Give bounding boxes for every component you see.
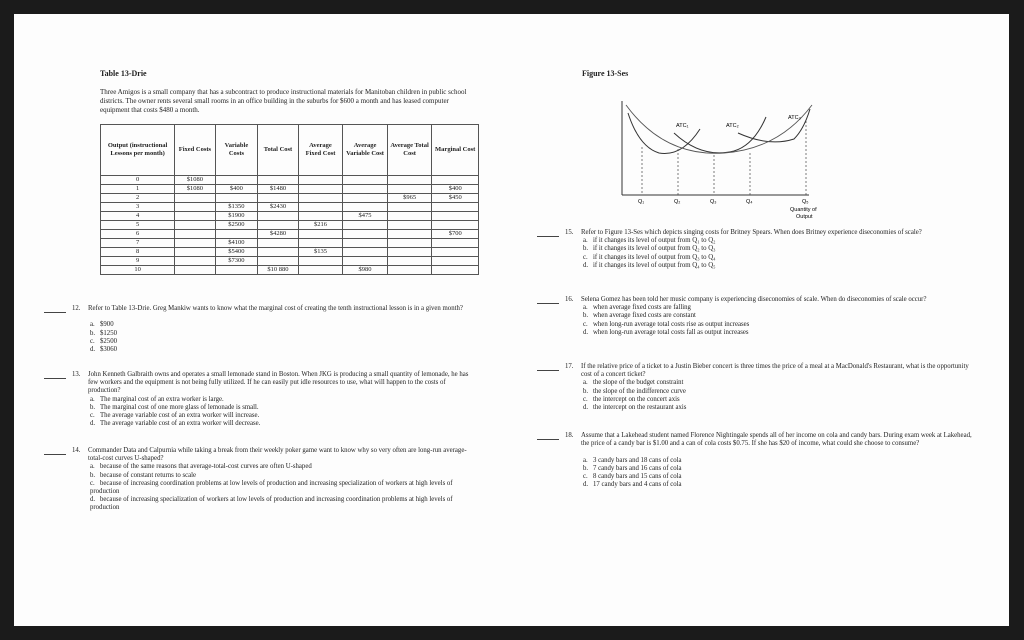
option-letter: a. [583,379,588,387]
option-text: the intercept on the concert axis [593,395,680,403]
option-text: the intercept on the restaurant axis [593,404,687,411]
answer-option [90,396,470,404]
table-title: Table 13-Drie [100,69,147,78]
table-cell: $400 [215,185,258,194]
option-letter: b. [583,387,589,395]
option-text: The average variable cost of an extra worker will increase. [100,412,260,419]
table-cell [432,176,479,185]
x-axis-label: Output [796,214,813,220]
table-header: Average Fixed Cost [298,125,343,176]
table-cell [343,239,388,248]
table-cell [387,230,432,239]
answer-option [90,321,470,329]
table-cell: $1900 [215,212,258,221]
x-tick-label: Q₅ [802,199,809,205]
table-cell [343,221,388,230]
table-cell [175,194,215,203]
table-row [101,212,479,221]
table-cell [298,212,343,221]
question-number: 18. [565,432,574,439]
table-cell: 4 [101,212,175,221]
table-cell: $980 [343,266,388,275]
option-letter: d. [583,261,589,269]
table-header: Variable Costs [215,125,258,176]
atc3-curve [738,109,810,142]
option-letter: a. [583,456,588,464]
table-cell [387,221,432,230]
answer-option [583,254,973,262]
table-cell: $700 [432,230,479,239]
answer-option [583,321,973,329]
table-cell [215,266,258,275]
option-letter: d. [583,328,589,336]
table-header: Fixed Costs [175,125,215,176]
table-cell: 2 [101,194,175,203]
question-stem: If the relative price of a ticket to a Justin Bieber concert is three times the price of a meal at a MacDonald's Restaurant, what is the opportunity cost of a concert ticket? [581,363,969,379]
option-letter: c. [583,395,588,403]
option-letter: a. [90,321,95,329]
option-letter: c. [583,473,588,480]
table-cell [298,257,343,266]
table-cell [298,239,343,248]
table-cell: $10 880 [258,266,298,275]
answer-option [583,457,973,465]
table-cell [387,239,432,248]
option-text: $900 [100,321,114,329]
option-letter: c. [583,253,588,261]
answer-option [583,404,973,412]
option-text: when long-run average total costs fall as output increases [593,328,749,336]
answer-option [90,472,470,480]
option-text: because of increasing specialization of workers at low levels of production and increasing coordination problems at high levels of production [90,496,453,512]
option-letter: a. [583,304,588,312]
option-text: The marginal cost of one more glass of lemonade is small. [100,403,259,411]
question-number: 17. [565,363,574,370]
option-text: because of the same reasons that average-total-cost curves are often U-shaped [100,463,312,471]
cost-table [100,124,479,275]
table-cell [432,221,479,230]
table-cell [258,221,298,230]
table-cell: $1480 [258,185,298,194]
table-cell [175,230,215,239]
option-text: because of increasing coordination problems at low levels of production and increasing specialization of workers at high levels of production [90,479,453,495]
answer-blank[interactable] [44,312,66,313]
table-cell: 0 [101,176,175,185]
table-cell [175,203,215,212]
option-text: 7 candy bars and 16 cans of cola [593,464,682,472]
table-cell [298,266,343,275]
option-text: when average fixed costs are constant [593,312,696,320]
option-letter: d. [90,496,96,504]
question-stem: Selena Gomez has been told her music company is experiencing diseconomies of scale. When do diseconomies of scale occur? [581,296,927,303]
option-text: if it changes its level of output from Q₄ to Q₅ [593,261,716,269]
table-cell: $2500 [215,221,258,230]
table-header-row [101,125,479,176]
option-text: 3 candy bars and 18 cans of cola [593,456,682,464]
table-cell: 3 [101,203,175,212]
answer-option [583,262,973,270]
table-cell [387,266,432,275]
table-cell [343,257,388,266]
table-cell [432,203,479,212]
table-header: Average Variable Cost [343,125,388,176]
document-page [14,14,1009,626]
table-cell: $1350 [215,203,258,212]
table-cell: 5 [101,221,175,230]
table-cell [298,185,343,194]
table-cell [175,239,215,248]
answer-option [583,388,973,396]
table-cell [258,194,298,203]
table-row [101,266,479,275]
table-cell [258,212,298,221]
table-cell [258,239,298,248]
answer-option [90,330,470,338]
table-cell: $450 [432,194,479,203]
option-letter: d. [583,481,589,489]
table-cell [343,194,388,203]
answer-option [90,346,470,354]
option-letter: c. [583,320,588,328]
table-cell: $2430 [258,203,298,212]
x-axis-label: Quantity of [790,207,817,213]
atc-chart [604,99,844,224]
answer-blank[interactable] [44,378,66,379]
question-stem: Assume that a Lakehead student named Florence Nightingale spends all of her income on cola and candy bars. During exam week at Lakehead, the price of a candy bar is $1.00 and a can of cola costs $0.75. If she has $20 of income, what could she choose to consume? [581,432,972,448]
option-text: if it changes its level of output from Q₃ to Q₄ [593,253,716,261]
table-header: Average Total Cost [387,125,432,176]
answer-option [583,473,973,481]
answer-option [583,312,973,320]
option-text: The average variable cost of an extra worker will decrease. [100,420,261,428]
answer-blank[interactable] [537,370,559,371]
option-letter: a. [90,463,95,471]
table-cell [387,257,432,266]
table-cell [175,257,215,266]
table-cell [215,230,258,239]
table-cell [258,248,298,257]
answer-option [90,412,470,420]
option-letter: a. [90,395,95,403]
option-text: The marginal cost of an extra worker is large. [100,395,224,403]
table-cell: 7 [101,239,175,248]
table-row [101,239,479,248]
question-stem: John Kenneth Galbraith owns and operates a small lemonade stand in Boston. When JKG is producing a small quantity of lemonade, he has few workers and the equipment is not being fully utilized. If he can easily put idle resources to use, what will happen to the costs of production? [88,371,469,395]
table-cell: 1 [101,185,175,194]
table-header: Output (instructional Lessons per month) [101,125,175,176]
option-letter: c. [90,412,95,419]
table-row [101,185,479,194]
table-cell: $135 [298,248,343,257]
answer-option [583,245,973,253]
question-number: 16. [565,296,574,303]
table-header: Marginal Cost [432,125,479,176]
answer-option [583,329,973,337]
option-text: when average fixed costs are falling [593,304,691,312]
table-cell [175,248,215,257]
table-cell [298,176,343,185]
table-cell: $1080 [175,176,215,185]
answer-option [583,396,973,404]
x-tick-label: Q₁ [638,199,645,205]
table-row [101,203,479,212]
answer-option [583,465,973,473]
table-row [101,230,479,239]
table-cell [432,239,479,248]
table-cell: 8 [101,248,175,257]
atc2-label: ATC₂ [726,123,739,129]
table-cell [215,194,258,203]
answer-blank[interactable] [537,236,559,237]
option-letter: c. [90,337,95,345]
table-cell [298,203,343,212]
question-stem: Refer to Figure 13-Ses which depicts singing costs for Britney Spears. When does Britney experience diseconomies of scale? [581,229,922,236]
x-tick-label: Q₄ [746,199,753,205]
table-cell: $965 [387,194,432,203]
option-letter: b. [90,329,96,337]
table-cell [387,185,432,194]
option-text: $3060 [100,346,117,353]
option-text: when long-run average total costs rise as output increases [593,320,750,328]
table-header: Total Cost [258,125,298,176]
table-cell [432,248,479,257]
table-cell [387,248,432,257]
option-letter: a. [583,237,588,245]
table-cell [258,176,298,185]
table-cell [298,194,343,203]
table-cell: 10 [101,266,175,275]
option-text: because of constant returns to scale [100,471,197,479]
question-number: 12. [72,305,81,312]
answer-option [583,237,973,245]
table-cell [298,230,343,239]
table-cell [432,266,479,275]
answer-option [90,338,470,346]
table-cell [387,212,432,221]
table-cell [343,185,388,194]
option-text: $2500 [100,337,117,345]
table-cell [387,203,432,212]
table-cell [175,221,215,230]
option-letter: b. [583,312,589,320]
atc3-label: ATC₃ [788,115,801,121]
option-letter: d. [90,346,96,353]
table-row [101,221,479,230]
option-letter: b. [583,464,589,472]
answer-option [90,463,470,471]
table-cell: $1080 [175,185,215,194]
answer-option [90,404,470,412]
option-letter: d. [90,420,96,428]
table-cell: $5400 [215,248,258,257]
x-tick-label: Q₂ [674,199,681,205]
option-letter: b. [90,403,96,411]
answer-blank[interactable] [44,454,66,455]
table-cell: $475 [343,212,388,221]
answer-option [583,481,973,489]
table-cell: $7300 [215,257,258,266]
table-cell [432,257,479,266]
question-stem: Commander Data and Calpurnia while taking a break from their weekly poker game want to know why so very often are long-run average-total-cost curves U-shaped? [88,447,467,463]
figure-title: Figure 13-Ses [582,69,629,78]
answer-option [90,420,470,428]
table-cell: $400 [432,185,479,194]
question-number: 14. [72,447,81,454]
answer-option [583,379,973,387]
table-cell: $4280 [258,230,298,239]
atc1-curve [628,113,700,154]
option-text: 8 candy bars and 15 cans of cola [593,473,682,480]
option-text: 17 candy bars and 4 cans of cola [593,481,682,489]
table-cell: 6 [101,230,175,239]
question-number: 15. [565,229,574,236]
answer-blank[interactable] [537,303,559,304]
answer-option [90,496,470,512]
question-number: 13. [72,371,81,378]
question-stem: Refer to Table 13-Drie. Greg Mankiw wants to know what the marginal cost of creating the tenth instructional lesson is in a given month? [88,305,463,312]
table-cell [215,176,258,185]
table-cell [175,266,215,275]
option-letter: c. [90,479,95,487]
option-text: if it changes its level of output from Q₁ to Q₂ [593,237,716,245]
table-cell [343,176,388,185]
table-cell: $4100 [215,239,258,248]
option-letter: b. [583,245,589,253]
option-letter: b. [90,471,96,479]
option-text: if it changes its level of output from Q₂ to Q₃ [593,245,716,253]
table-row [101,194,479,203]
table-cell [432,212,479,221]
answer-option [90,480,470,496]
option-text: the slope of the indifference curve [593,387,686,395]
x-tick-label: Q₃ [710,199,717,205]
table-cell [343,248,388,257]
table-row [101,248,479,257]
table-cell [387,176,432,185]
table-row [101,176,479,185]
option-letter: d. [583,404,589,411]
option-text: the slope of the budget constraint [593,379,684,387]
table-cell [343,230,388,239]
answer-option [583,304,973,312]
atc1-label: ATC₁ [676,123,689,129]
lrac-envelope [626,105,812,153]
option-text: $1250 [100,329,117,337]
table-intro: Three Amigos is a small company that has a subcontract to produce instructional materials for Manitoban children in public school districts. The owner rents several small rooms in an office building in the suburbs for $600 a month and has leased computer equipment that costs $480 a month. [100,88,467,114]
table-cell [258,257,298,266]
answer-blank[interactable] [537,439,559,440]
table-cell [343,203,388,212]
table-cell [175,212,215,221]
table-cell: $216 [298,221,343,230]
table-row [101,257,479,266]
table-cell: 9 [101,257,175,266]
